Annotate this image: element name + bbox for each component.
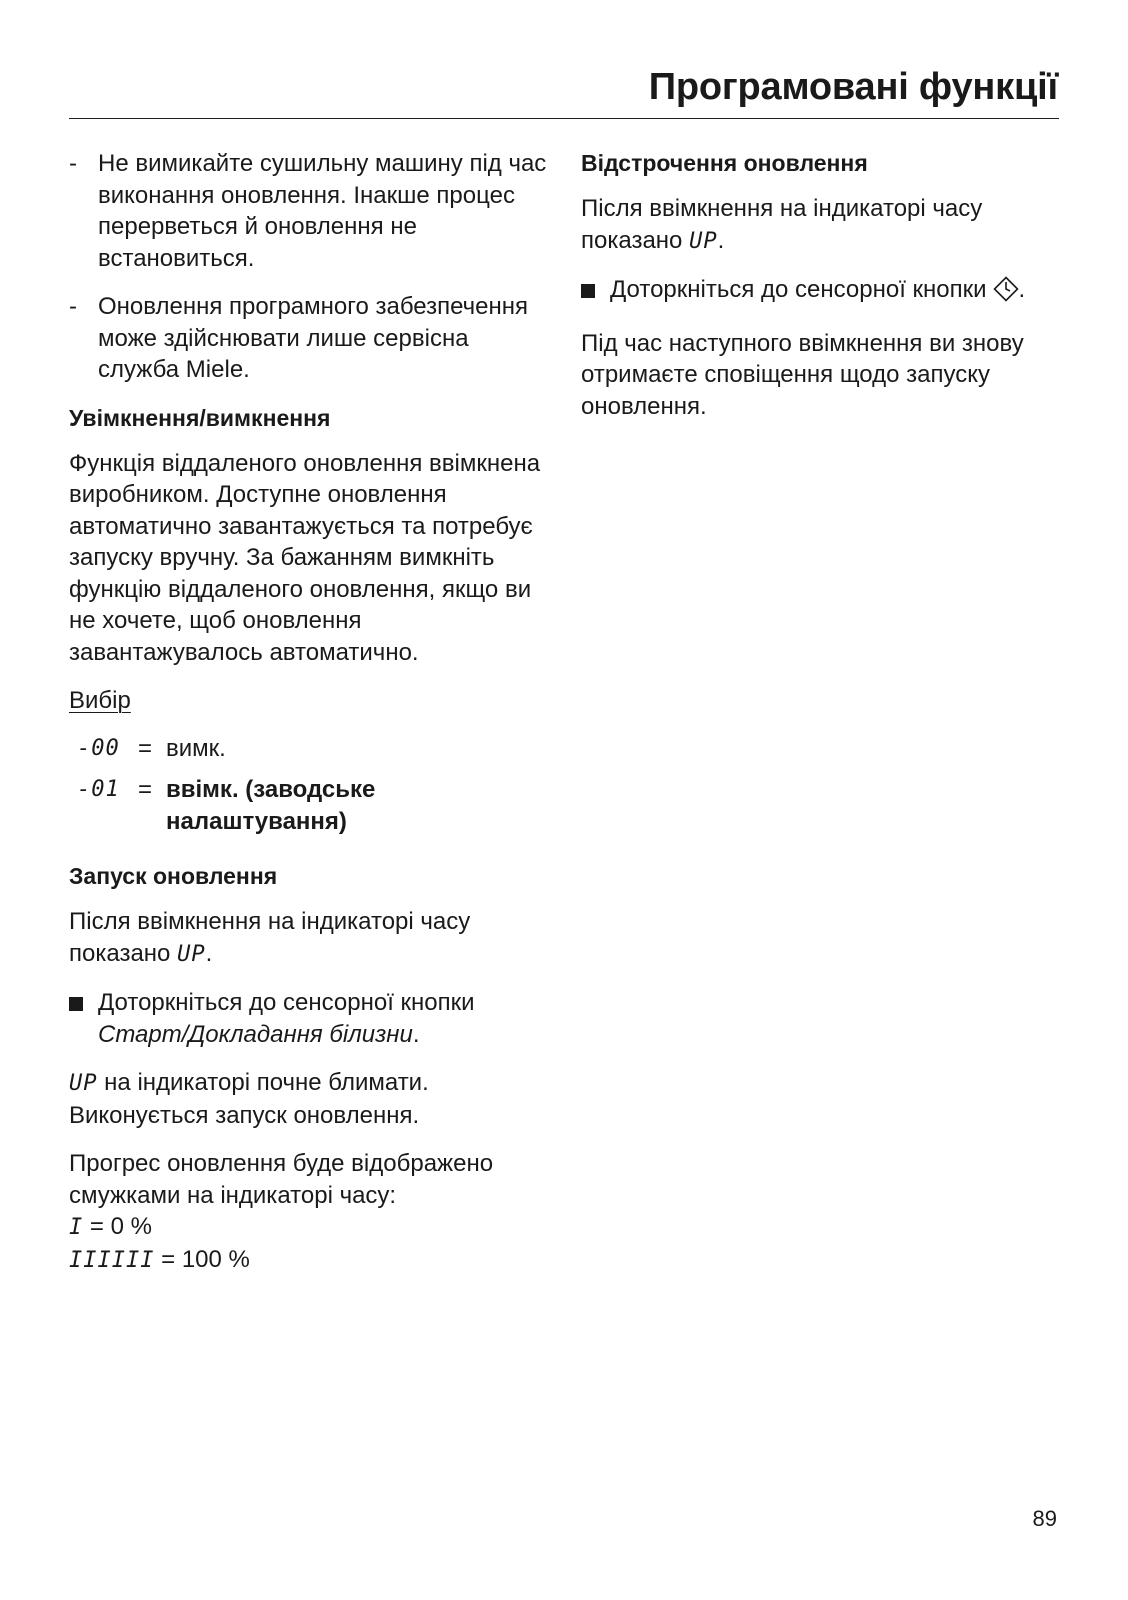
progress-row: I = 0 % <box>69 1213 152 1240</box>
section-heading-delay: Відстрочення оновлення <box>581 150 868 176</box>
progress-description: Прогрес оновлення буде відображено смужками на індикаторі часу: <box>69 1150 494 1209</box>
page-number: 89 <box>1032 1506 1057 1531</box>
option-equals: = <box>138 776 153 803</box>
option-off <box>69 733 549 765</box>
option-text: вимк. <box>166 734 226 762</box>
option-equals: = <box>138 734 153 762</box>
left-column <box>69 148 549 1293</box>
step-square-icon <box>581 284 595 298</box>
selection-label: Вибір <box>69 687 131 714</box>
option-code: -01 <box>77 777 120 802</box>
bullet-text: Оновлення програмного забезпечення може здійснювати лише сервісна служба Miele. <box>98 293 529 383</box>
progress-bars: IIIIII <box>69 1247 155 1273</box>
option-text: ввімк. (заводське налаштування) <box>166 776 376 835</box>
launch-step: Доторкніться до сенсорної кнопки Старт/Докладання білизни. <box>69 987 549 1050</box>
warning-bullet <box>69 291 549 386</box>
dash-mark: - <box>69 150 77 177</box>
start-button-name: Старт/Докладання білизни <box>98 1020 413 1048</box>
section-heading-on-off: Увімкнення/вимкнення <box>69 404 331 431</box>
progress-row: IIIIII = 100 % <box>69 1245 250 1273</box>
display-code-up: UP <box>177 941 206 967</box>
delay-step: Доторкніться до сенсорної кнопки . <box>581 274 1061 311</box>
launch-description: Після ввімкнення на індикаторі часу показано UP. <box>69 908 471 967</box>
delay-description: Після ввімкнення на індикаторі часу показано UP. <box>581 195 983 254</box>
display-code-up: UP <box>69 1071 98 1096</box>
option-on <box>69 774 549 837</box>
warning-bullet <box>69 148 549 274</box>
section-heading-launch: Запуск оновлення <box>69 863 278 889</box>
option-code: -00 <box>77 735 120 761</box>
on-off-description: Функція віддаленого оновлення ввімкнена виробником. Доступне оновлення автоматично завантажується та потребує запуску вручну. За бажанням вимкніть функцію віддаленого оновлення, якщо ви не хочете, щоб оновлення завантажувалось автоматично. <box>69 449 541 666</box>
page-title: Програмовані функції <box>648 66 1058 108</box>
bullet-text: Не вимикайте сушильну машину під час виконання оновлення. Інакше процес перерветься й оновлення не встановиться. <box>98 150 547 272</box>
followup-text: Під час наступного ввімкнення ви знову отримаєте сповіщення щодо запуску оновлення. <box>581 329 1024 420</box>
dash-mark: - <box>69 293 77 320</box>
title-divider <box>69 118 1059 119</box>
blink-description: UP на індикаторі почне блимати. Виконується запуск оновлення. <box>69 1069 429 1129</box>
display-code-up: UP <box>689 228 718 254</box>
step-square-icon <box>69 997 83 1011</box>
right-column <box>581 148 1061 439</box>
progress-bars: I <box>69 1215 84 1240</box>
delay-start-icon <box>993 276 1019 311</box>
